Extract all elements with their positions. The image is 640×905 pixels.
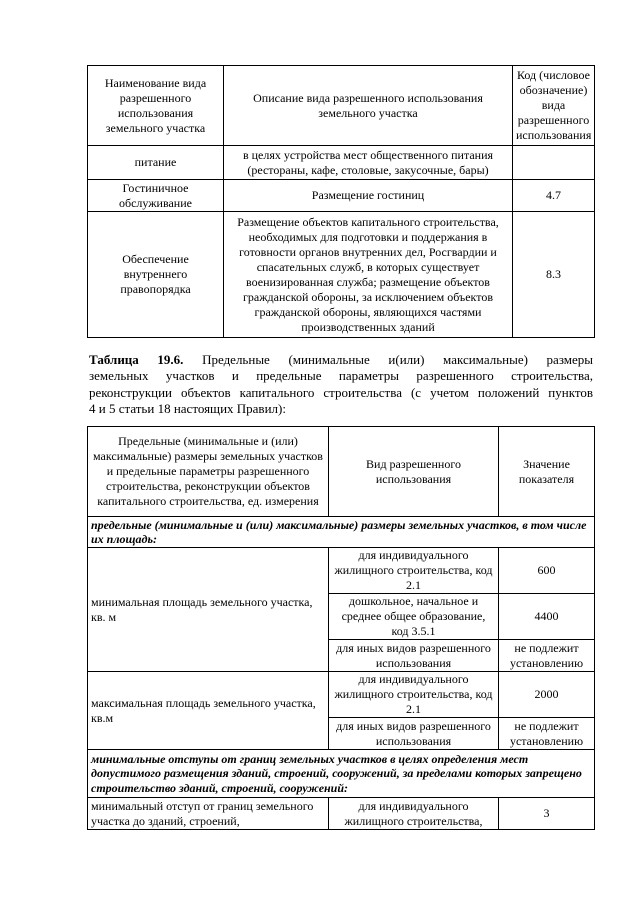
row-name: Гостиничное обслуживание xyxy=(88,180,224,212)
row-description: Размещение гостиниц xyxy=(224,180,513,212)
row-code: 4.7 xyxy=(513,180,595,212)
row-code xyxy=(513,146,595,180)
row-description: в целях устройства мест общественного питания (рестораны, кафе, столовые, закусочные, бары) xyxy=(224,146,513,180)
caption-line-3: реконструкции объектов капитального строительства (с учетом положений пунктов xyxy=(89,384,593,400)
limits-table xyxy=(87,426,595,830)
value: не подлежит установлению xyxy=(499,718,595,750)
header-use-description: Описание вида разрешенного использования земельного участка xyxy=(224,66,513,146)
section-offsets: минимальные отступы от границ земельных участков в целях определения мест допустимого размещения зданий, строений, сооружений, за пределами которых запрещено строительство зданий, строений, сооружений: xyxy=(88,750,595,798)
header-use-name: Наименование вида разрешенного использования земельного участка xyxy=(88,66,224,146)
value: не подлежит установлению xyxy=(499,640,595,672)
value: 2000 xyxy=(499,672,595,718)
caption-label: Таблица 19.6. xyxy=(89,352,184,367)
value: 600 xyxy=(499,548,595,594)
use-type: для индивидуального жилищного строительства, код 2.1 xyxy=(329,672,499,718)
use-type: для иных видов разрешенного использования xyxy=(329,718,499,750)
caption-line-1: Предельные (минимальные и(или) максимальные) размеры xyxy=(202,352,593,367)
use-type: для иных видов разрешенного использования xyxy=(329,640,499,672)
use-type: для индивидуального жилищного строительства, код 2.1 xyxy=(329,548,499,594)
permitted-use-table xyxy=(87,65,595,338)
header-parameter: Предельные (минимальные и (или) максимальные) размеры земельных участков и предельные параметры разрешенного строительства, реконструкции объектов капитального строительства, ед. измерения xyxy=(88,427,329,517)
row-name: Обеспечение внутреннего правопорядка xyxy=(88,212,224,338)
value: 4400 xyxy=(499,594,595,640)
row-code: 8.3 xyxy=(513,212,595,338)
value: 3 xyxy=(499,798,595,830)
row-name: питание xyxy=(88,146,224,180)
header-use-code: Код (числовое обозначение) вида разрешенного использования xyxy=(513,66,595,146)
use-type: для индивидуального жилищного строительства, xyxy=(329,798,499,830)
table-caption xyxy=(89,352,593,417)
min-offset-label: минимальный отступ от границ земельного участка до зданий, строений, xyxy=(88,798,329,830)
header-use-type: Вид разрешенного использования xyxy=(329,427,499,517)
max-area-label: максимальная площадь земельного участка, кв.м xyxy=(88,672,329,750)
caption-line-2: земельных участков и предельные параметры разрешенного строительства, xyxy=(89,368,593,384)
use-type: дошкольное, начальное и среднее общее образование, код 3.5.1 xyxy=(329,594,499,640)
caption-line-4: 4 и 5 статьи 18 настоящих Правил): xyxy=(89,400,286,416)
section-area-limits: предельные (минимальные и (или) максимальные) размеры земельных участков, в том числе их площадь: xyxy=(88,517,595,548)
header-value: Значение показателя xyxy=(499,427,595,517)
row-description: Размещение объектов капитального строительства, необходимых для подготовки и поддержания в готовности органов внутренних дел, Росгвардии и спасательных служб, в которых существует военизированная служба; размещение объектов гражданской обороны, за исключением объектов гражданской обороны, являющихся частями производственных зданий xyxy=(224,212,513,338)
min-area-label: минимальная площадь земельного участка, кв. м xyxy=(88,548,329,672)
